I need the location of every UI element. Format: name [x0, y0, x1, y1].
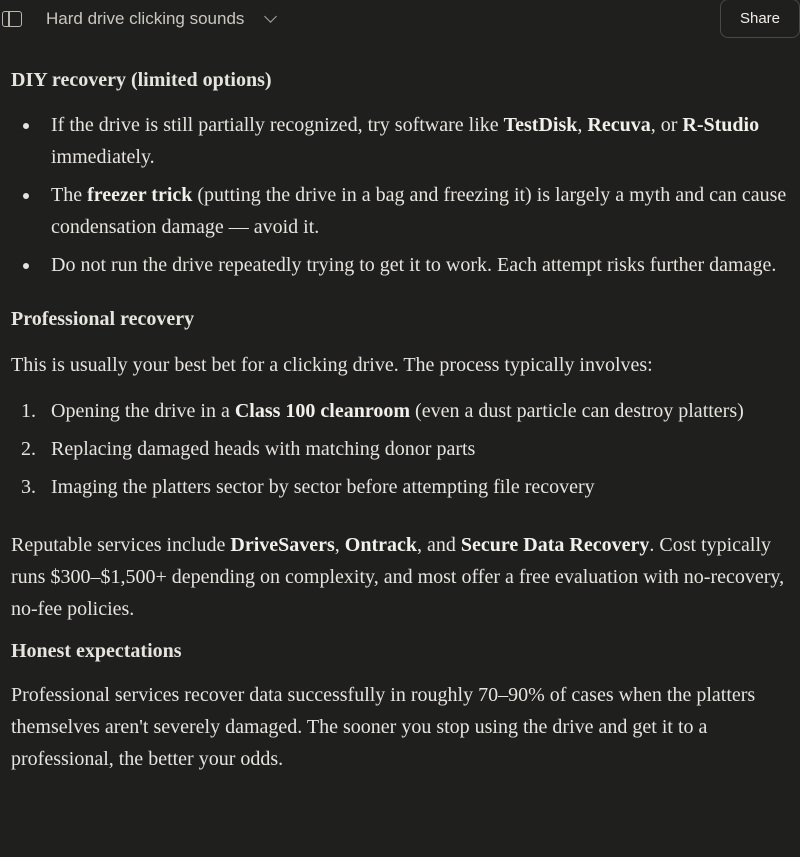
top-bar	[0, 0, 800, 40]
list-item: 2. Replacing damaged heads with matching donor parts	[21, 438, 476, 460]
sidebar-toggle-icon[interactable]	[2, 11, 22, 27]
chat-title-dropdown[interactable]	[46, 8, 275, 30]
list-item: Do not run the drive repeatedly trying to get it to work. Each attempt risks further damage.	[11, 249, 791, 281]
diy-list	[11, 109, 791, 281]
professional-heading: Professional recovery	[11, 308, 195, 330]
honest-heading: Honest expectations	[11, 640, 182, 662]
chat-title: Hard drive clicking sounds	[46, 9, 245, 28]
diy-heading: DIY recovery (limited options)	[11, 69, 272, 91]
list-item: 3. Imaging the platters sector by sector before attempting file recovery	[21, 476, 595, 498]
honest-paragraph: Professional services recover data successfully in roughly 70–90% of cases when the platters themselves aren't severely damaged. The sooner you stop using the drive and get it to a professional, the better your odds.	[11, 684, 756, 770]
professional-intro: This is usually your best bet for a clicking drive. The process typically involves:	[11, 354, 653, 376]
list-item: If the drive is still partially recognized, try software like TestDisk, Recuva, or R-Studio immediately.	[11, 109, 791, 173]
list-item: The freezer trick (putting the drive in a bag and freezing it) is largely a myth and can cause condensation damage — avoid it.	[11, 179, 791, 243]
professional-steps	[11, 395, 791, 503]
list-item: 1. Opening the drive in a Class 100 cleanroom (even a dust particle can destroy platters)	[21, 400, 744, 422]
share-button[interactable]: Share	[720, 0, 800, 38]
services-paragraph: Reputable services include DriveSavers, Ontrack, and Secure Data Recovery. Cost typically runs $300–$1,500+ depending on complexity, and most offer a free evaluation with no-recovery, no-fee policies.	[11, 534, 785, 620]
chevron-down-icon	[265, 10, 278, 23]
message-content	[11, 64, 791, 775]
